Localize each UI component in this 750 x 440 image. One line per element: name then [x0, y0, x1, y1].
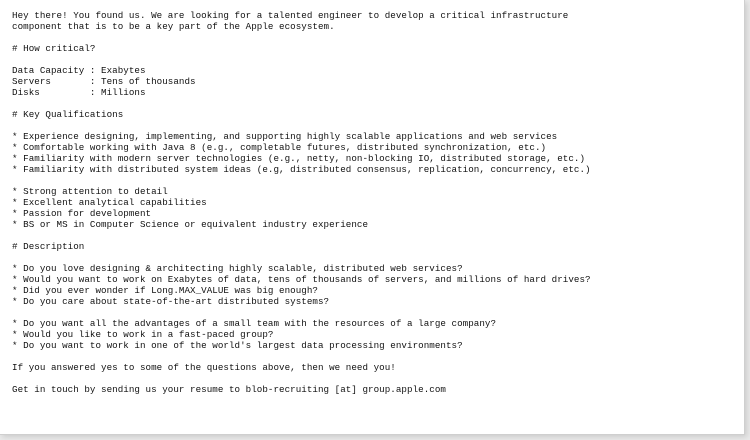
- description-item: * Do you want to work in one of the world's largest data processing environments?: [12, 340, 463, 351]
- qualification-item: * Experience designing, implementing, and supporting highly scalable applications and web services: [12, 131, 558, 142]
- description-item: * Do you care about state-of-the-art distributed systems?: [12, 296, 330, 307]
- description-item: * Did you ever wonder if Long.MAX_VALUE was big enough?: [12, 285, 318, 296]
- spec-row-data-capacity: Data Capacity : Exabytes: [12, 65, 146, 76]
- document-text: [12, 10, 737, 395]
- blank-line: [12, 32, 737, 43]
- closing-line: If you answered yes to some of the questions above, then we need you!: [12, 362, 396, 373]
- qualification-item: * Passion for development: [12, 208, 152, 219]
- blank-line: [12, 54, 737, 65]
- blank-line: [12, 252, 737, 263]
- blank-line: [12, 175, 737, 186]
- spec-row-disks: Disks : Millions: [12, 87, 146, 98]
- qualification-item: * Familiarity with distributed system ideas (e.g, distributed consensus, replication, concurrency, etc.): [12, 164, 591, 175]
- description-item: * Would you want to work on Exabytes of data, tens of thousands of servers, and millions of hard drives?: [12, 274, 591, 285]
- qualification-item: * Strong attention to detail: [12, 186, 168, 197]
- contact-line: Get in touch by sending us your resume to blob-recruiting [at] group.apple.com: [12, 384, 446, 395]
- section-heading-description: # Description: [12, 241, 85, 252]
- blank-line: [12, 307, 737, 318]
- qualification-item: * Excellent analytical capabilities: [12, 197, 207, 208]
- qualification-item: * Comfortable working with Java 8 (e.g., completable futures, distributed synchronization, etc.): [12, 142, 547, 153]
- intro-line: Hey there! You found us. We are looking for a talented engineer to develop a critical infrastructure: [12, 10, 569, 21]
- blank-line: [12, 230, 737, 241]
- qualification-item: * BS or MS in Computer Science or equivalent industry experience: [12, 219, 369, 230]
- description-item: * Do you love designing & architecting highly scalable, distributed web services?: [12, 263, 463, 274]
- blank-line: [12, 351, 737, 362]
- section-heading-key-qualifications: # Key Qualifications: [12, 109, 124, 120]
- blank-line: [12, 98, 737, 109]
- description-item: * Would you like to work in a fast-paced group?: [12, 329, 274, 340]
- description-item: * Do you want all the advantages of a small team with the resources of a large company?: [12, 318, 497, 329]
- section-heading-how-critical: # How critical?: [12, 43, 96, 54]
- qualification-item: * Familiarity with modern server technologies (e.g., netty, non-blocking IO, distributed storage, etc.): [12, 153, 586, 164]
- blank-line: [12, 120, 737, 131]
- intro-line: component that is to be a key part of the Apple ecosystem.: [12, 21, 335, 32]
- blank-line: [12, 373, 737, 384]
- spec-row-servers: Servers : Tens of thousands: [12, 76, 196, 87]
